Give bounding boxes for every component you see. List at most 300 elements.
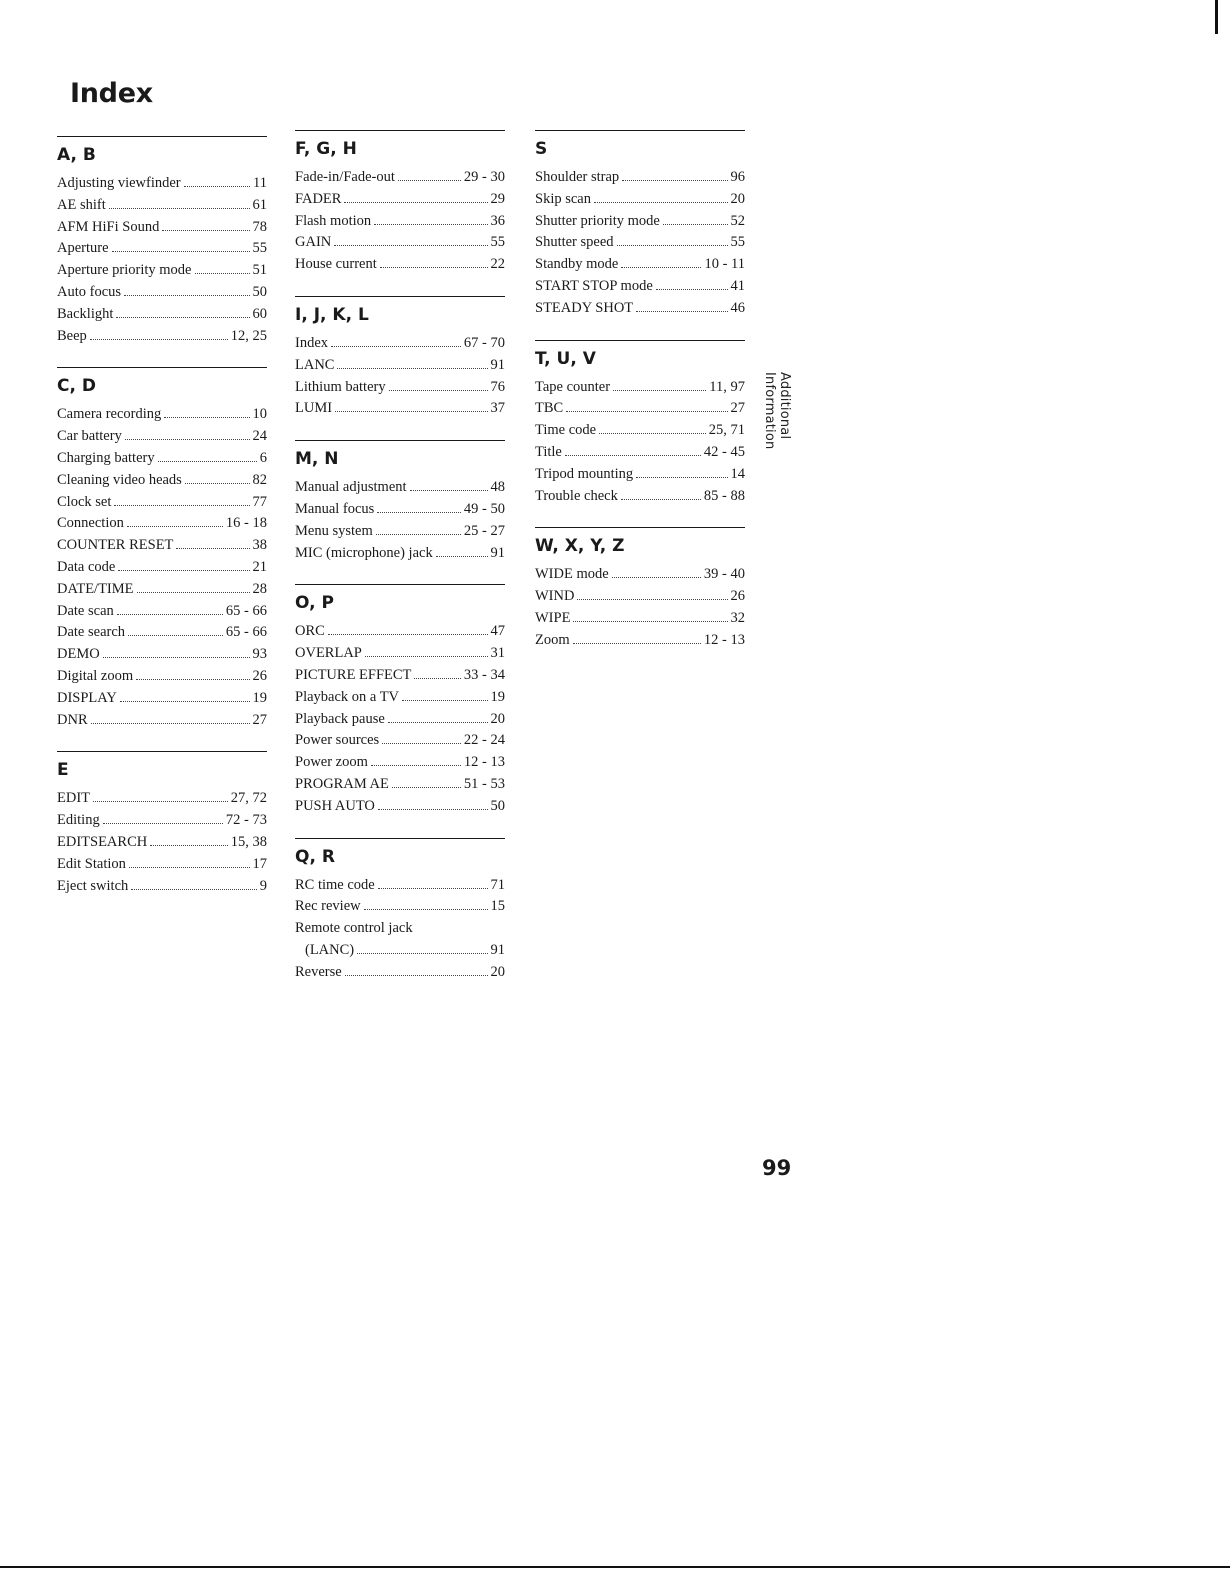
dot-leader — [566, 411, 727, 412]
entry-term: House current — [295, 256, 377, 273]
entry-term: START STOP mode — [535, 277, 653, 294]
entry-pages: 20 — [490, 710, 505, 727]
index-entry — [57, 688, 267, 710]
index-entry — [535, 630, 745, 652]
index-entry — [57, 513, 267, 535]
entry-pages: 26 — [252, 667, 267, 684]
index-entry — [295, 333, 505, 355]
dot-leader — [195, 273, 250, 274]
entry-pages: 60 — [252, 305, 267, 322]
index-entry — [535, 608, 745, 630]
index-entry — [535, 298, 745, 320]
dot-leader — [118, 570, 249, 571]
index-entry — [535, 464, 745, 486]
entry-term: Tape counter — [535, 378, 611, 395]
entry-pages: 10 - 11 — [704, 256, 745, 273]
dot-leader — [636, 477, 727, 478]
dot-leader — [125, 439, 250, 440]
entry-term: ORC — [295, 623, 325, 640]
index-entry — [57, 854, 267, 876]
entry-term: Date search — [57, 624, 126, 641]
section-heading: F, G, H — [295, 139, 357, 159]
entry-pages: 25, 71 — [708, 422, 745, 439]
dot-leader — [112, 251, 250, 252]
dot-leader — [357, 953, 487, 954]
dot-leader — [371, 765, 461, 766]
index-entry — [57, 217, 267, 239]
index-entry — [535, 377, 745, 399]
dot-leader — [402, 700, 487, 701]
entry-term: Shutter speed — [535, 234, 614, 251]
entry-pages: 46 — [730, 299, 745, 316]
index-entry — [57, 557, 267, 579]
index-entry — [57, 601, 267, 623]
dot-leader — [364, 909, 488, 910]
dot-leader — [120, 701, 250, 702]
index-entry — [57, 810, 267, 832]
dot-leader — [114, 505, 249, 506]
dot-leader — [136, 679, 249, 680]
entry-term: DATE/TIME — [57, 580, 134, 597]
index-entry — [295, 687, 505, 709]
index-entry — [295, 398, 505, 420]
entry-pages: 14 — [730, 465, 745, 482]
index-entry — [535, 442, 745, 464]
entry-term: Adjusting viewfinder — [57, 175, 181, 191]
index-entry — [57, 788, 267, 810]
index-entry — [295, 709, 505, 731]
dot-leader — [617, 245, 728, 246]
entry-pages: 38 — [252, 537, 267, 554]
index-entry — [57, 710, 267, 732]
entry-pages: 78 — [252, 218, 267, 235]
index-section — [535, 527, 745, 651]
entry-term: Shutter priority mode — [535, 212, 660, 229]
index-entry — [295, 621, 505, 643]
entry-pages: 48 — [490, 479, 505, 496]
dot-leader — [392, 787, 461, 788]
dot-leader — [116, 317, 249, 318]
entry-pages: 91 — [490, 941, 505, 958]
index-entry — [295, 499, 505, 521]
index-section — [295, 440, 505, 564]
entry-term: EDITSEARCH — [57, 833, 148, 850]
entry-term: Date scan — [57, 602, 114, 619]
index-entry — [57, 535, 267, 557]
dot-leader — [109, 208, 250, 209]
index-entry — [295, 521, 505, 543]
section-heading: A, B — [57, 145, 96, 165]
entry-term: Menu system — [295, 522, 373, 539]
dot-leader — [621, 267, 701, 268]
index-entry — [57, 195, 267, 217]
index-entry — [535, 486, 745, 508]
entry-term: Lithium battery — [295, 378, 386, 395]
entry-term: Standby mode — [535, 256, 619, 273]
index-entry — [295, 189, 505, 211]
entry-pages: 28 — [252, 580, 267, 597]
entry-term: Shoulder strap — [535, 169, 620, 185]
entry-term: Backlight — [57, 305, 114, 322]
entry-pages: 12 - 13 — [463, 754, 505, 771]
dot-leader — [137, 592, 250, 593]
index-entry — [57, 448, 267, 470]
index-entry — [57, 260, 267, 282]
entry-term: AE shift — [57, 196, 106, 213]
index-section — [295, 130, 505, 276]
section-heading: E — [57, 760, 69, 781]
entry-term: LANC — [295, 356, 335, 373]
index-entry — [57, 579, 267, 601]
entry-pages: 65 - 66 — [225, 624, 267, 641]
index-entry — [295, 752, 505, 774]
entry-term: Index — [295, 334, 329, 351]
entry-pages: 67 - 70 — [463, 334, 505, 351]
index-entry — [57, 326, 267, 348]
dot-leader — [378, 888, 488, 889]
entry-pages: 29 — [490, 190, 505, 207]
entry-term: Reverse — [295, 963, 342, 980]
entry-term: Aperture — [57, 240, 109, 257]
dot-leader — [594, 202, 728, 203]
entry-pages: 50 — [252, 283, 267, 300]
index-entry — [57, 404, 267, 426]
entry-list — [295, 167, 505, 276]
dot-leader — [365, 656, 488, 657]
entry-term: EDIT — [57, 790, 91, 807]
entry-pages: 41 — [730, 277, 745, 294]
dot-leader — [374, 224, 487, 225]
index-entry — [295, 918, 505, 940]
entry-term: Trouble check — [535, 487, 618, 504]
entry-term: FADER — [295, 190, 342, 207]
dot-leader — [378, 809, 488, 810]
dot-leader — [128, 635, 223, 636]
entry-term: Remote control jack — [295, 920, 413, 937]
entry-pages: 85 - 88 — [703, 487, 745, 504]
dot-leader — [328, 634, 488, 635]
section-heading: O, P — [295, 593, 334, 614]
index-entry — [535, 586, 745, 608]
dot-leader — [103, 823, 223, 824]
entry-pages: 6 — [259, 449, 267, 466]
entry-pages: 21 — [252, 558, 267, 575]
dot-leader — [150, 845, 228, 846]
index-entry — [535, 564, 745, 586]
entry-pages: 32 — [730, 609, 745, 626]
entry-term: Fade-in/Fade-out — [295, 169, 395, 185]
index-section — [295, 838, 505, 984]
entry-pages: 22 - 24 — [463, 732, 505, 749]
entry-list — [57, 788, 267, 897]
entry-pages: 42 - 45 — [703, 443, 745, 460]
entry-pages: 52 — [730, 212, 745, 229]
page-number: 99 — [762, 1156, 792, 1180]
section-heading: Q, R — [295, 846, 335, 867]
dot-leader — [573, 643, 701, 644]
section-spacer — [535, 320, 745, 340]
index-column-2 — [295, 130, 505, 984]
entry-list — [535, 377, 745, 508]
entry-term: Editing — [57, 812, 100, 829]
index-entry — [535, 211, 745, 233]
entry-pages: 24 — [252, 428, 267, 445]
index-entry — [535, 254, 745, 276]
entry-term: DISPLAY — [57, 689, 117, 706]
entry-pages: 72 - 73 — [225, 812, 267, 829]
section-spacer — [535, 507, 745, 527]
dot-leader — [398, 180, 461, 181]
dot-leader — [612, 577, 701, 578]
dot-leader — [91, 723, 250, 724]
entry-term: PUSH AUTO — [295, 797, 375, 814]
dot-leader — [345, 975, 488, 976]
dot-leader — [380, 267, 488, 268]
entry-pages: 22 — [490, 256, 505, 273]
dot-leader — [656, 289, 728, 290]
entry-list — [295, 875, 505, 984]
entry-term: Digital zoom — [57, 667, 134, 684]
dot-leader — [388, 722, 488, 723]
index-entry — [57, 426, 267, 448]
entry-pages: 25 - 27 — [463, 522, 505, 539]
dot-leader — [436, 556, 488, 557]
entry-pages: 93 — [252, 646, 267, 663]
page-title: Index — [70, 78, 153, 109]
entry-pages: 51 - 53 — [463, 775, 505, 792]
index-entry — [295, 254, 505, 276]
entry-pages: 17 — [252, 855, 267, 872]
dot-leader — [176, 548, 249, 549]
entry-pages: 33 - 34 — [463, 666, 505, 683]
index-entry — [57, 622, 267, 644]
entry-term: Tripod mounting — [535, 465, 634, 482]
entry-term: WIND — [535, 588, 575, 605]
entry-pages: 10 — [252, 406, 267, 423]
index-entry — [295, 896, 505, 918]
entry-term: Aperture priority mode — [57, 262, 192, 279]
index-entry — [295, 377, 505, 399]
dot-leader — [344, 202, 487, 203]
index-section — [535, 340, 745, 508]
entry-pages: 16 - 18 — [225, 515, 267, 532]
bottom-border — [0, 1566, 1230, 1568]
entry-pages: 65 - 66 — [225, 602, 267, 619]
index-entry — [535, 420, 745, 442]
entry-term: Manual adjustment — [295, 479, 407, 496]
index-entry — [57, 832, 267, 854]
entry-term: WIDE mode — [535, 566, 609, 583]
index-section — [57, 136, 267, 347]
entry-pages: 9 — [259, 877, 267, 894]
entry-pages: 55 — [252, 240, 267, 257]
entry-term: Rec review — [295, 898, 361, 915]
entry-pages: 55 — [730, 234, 745, 251]
entry-pages: 19 — [490, 688, 505, 705]
section-side-tab: Additional Information — [762, 372, 792, 450]
entry-pages: 36 — [490, 212, 505, 229]
entry-term: Connection — [57, 515, 124, 532]
index-section — [295, 584, 505, 817]
index-entry — [295, 774, 505, 796]
entry-term: Time code — [535, 422, 597, 439]
dot-leader — [410, 490, 488, 491]
entry-term: MIC (microphone) jack — [295, 544, 433, 561]
entry-pages: 76 — [490, 378, 505, 395]
index-entry — [535, 189, 745, 211]
entry-pages: 49 - 50 — [463, 500, 505, 517]
index-entry — [295, 477, 505, 499]
entry-pages: 61 — [252, 196, 267, 213]
entry-term: WIPE — [535, 609, 571, 626]
index-entry — [295, 796, 505, 818]
dot-leader — [162, 230, 249, 231]
entry-term: DEMO — [57, 646, 100, 663]
entry-pages: 29 - 30 — [463, 169, 505, 185]
dot-leader — [382, 743, 461, 744]
entry-pages: 51 — [252, 262, 267, 279]
entry-term: Beep — [57, 327, 87, 344]
entry-pages: 27 — [252, 711, 267, 728]
entry-term: DNR — [57, 711, 88, 728]
entry-pages: 71 — [490, 876, 505, 893]
entry-pages: 82 — [252, 471, 267, 488]
dot-leader — [131, 889, 256, 890]
entry-term: Cleaning video heads — [57, 471, 182, 488]
entry-term: Edit Station — [57, 855, 126, 872]
index-column-3 — [535, 130, 745, 652]
dot-leader — [389, 390, 488, 391]
entry-term: Flash motion — [295, 212, 372, 229]
entry-pages: 27, 72 — [230, 790, 267, 807]
entry-term: PICTURE EFFECT — [295, 666, 412, 683]
entry-pages: 50 — [490, 797, 505, 814]
entry-term: Data code — [57, 558, 116, 575]
entry-term: AFM HiFi Sound — [57, 218, 160, 235]
entry-list — [535, 564, 745, 651]
section-heading: C, D — [57, 376, 96, 397]
entry-pages: 37 — [490, 400, 505, 417]
entry-list — [295, 621, 505, 817]
entry-pages: 96 — [730, 169, 745, 185]
entry-pages: 11 — [253, 175, 267, 191]
index-entry — [57, 304, 267, 326]
entry-pages: 39 - 40 — [703, 566, 745, 583]
index-entry — [57, 282, 267, 304]
entry-pages: 11, 97 — [709, 378, 745, 395]
index-section — [57, 367, 267, 731]
entry-term: OVERLAP — [295, 645, 362, 662]
index-entry — [535, 232, 745, 254]
dot-leader — [93, 801, 228, 802]
dot-leader — [663, 224, 728, 225]
entry-pages: 20 — [730, 190, 745, 207]
dot-leader — [184, 186, 250, 187]
entry-pages: 12, 25 — [230, 327, 267, 344]
entry-list — [295, 333, 505, 420]
entry-term: (LANC) — [305, 941, 355, 958]
entry-pages: 15, 38 — [230, 833, 267, 850]
section-spacer — [295, 276, 505, 296]
entry-pages: 19 — [252, 689, 267, 706]
index-entry — [295, 232, 505, 254]
entry-term: Manual focus — [295, 500, 375, 517]
section-heading: T, U, V — [535, 348, 596, 369]
section-heading: I, J, K, L — [295, 304, 369, 325]
dot-leader — [577, 599, 727, 600]
index-entry — [57, 644, 267, 666]
entry-list — [295, 477, 505, 564]
index-entry — [295, 940, 505, 962]
dot-leader — [127, 526, 223, 527]
dot-leader — [331, 346, 461, 347]
index-entry — [295, 211, 505, 233]
dot-leader — [103, 657, 250, 658]
entry-term: Auto focus — [57, 283, 122, 300]
dot-leader — [636, 311, 727, 312]
dot-leader — [376, 534, 461, 535]
entry-list — [535, 167, 745, 320]
section-spacer — [57, 347, 267, 367]
section-spacer — [295, 420, 505, 440]
index-entry — [57, 470, 267, 492]
entry-term: Power sources — [295, 732, 380, 749]
index-entry — [535, 276, 745, 298]
entry-term: Car battery — [57, 428, 122, 445]
index-column-1 — [57, 136, 267, 897]
index-entry — [57, 238, 267, 260]
index-entry — [295, 167, 505, 189]
dot-leader — [573, 621, 727, 622]
dot-leader — [90, 339, 228, 340]
index-entry — [57, 492, 267, 514]
section-spacer — [295, 818, 505, 838]
dot-leader — [124, 295, 249, 296]
index-entry — [295, 665, 505, 687]
entry-pages: 27 — [730, 400, 745, 417]
entry-term: Title — [535, 443, 562, 460]
dot-leader — [117, 614, 223, 615]
entry-pages: 55 — [490, 234, 505, 251]
index-entry — [295, 355, 505, 377]
index-entry — [295, 875, 505, 897]
section-heading: W, X, Y, Z — [535, 536, 625, 557]
entry-list — [57, 404, 267, 731]
entry-term: STEADY SHOT — [535, 299, 634, 316]
entry-term: PROGRAM AE — [295, 775, 389, 792]
index-entry — [295, 730, 505, 752]
dot-leader — [129, 867, 250, 868]
index-section — [295, 296, 505, 420]
index-entry — [535, 398, 745, 420]
entry-list — [57, 173, 267, 347]
entry-term: GAIN — [295, 234, 332, 251]
dot-leader — [377, 512, 461, 513]
dot-leader — [613, 390, 706, 391]
section-spacer — [295, 564, 505, 584]
dot-leader — [335, 411, 487, 412]
index-entry — [295, 962, 505, 984]
dot-leader — [185, 483, 250, 484]
index-section — [535, 130, 745, 320]
entry-term: Charging battery — [57, 449, 155, 466]
index-entry — [535, 167, 745, 189]
entry-term: Playback pause — [295, 710, 385, 727]
dot-leader — [622, 180, 727, 181]
index-section — [57, 751, 267, 897]
entry-term: COUNTER RESET — [57, 537, 174, 554]
entry-term: Eject switch — [57, 877, 129, 894]
